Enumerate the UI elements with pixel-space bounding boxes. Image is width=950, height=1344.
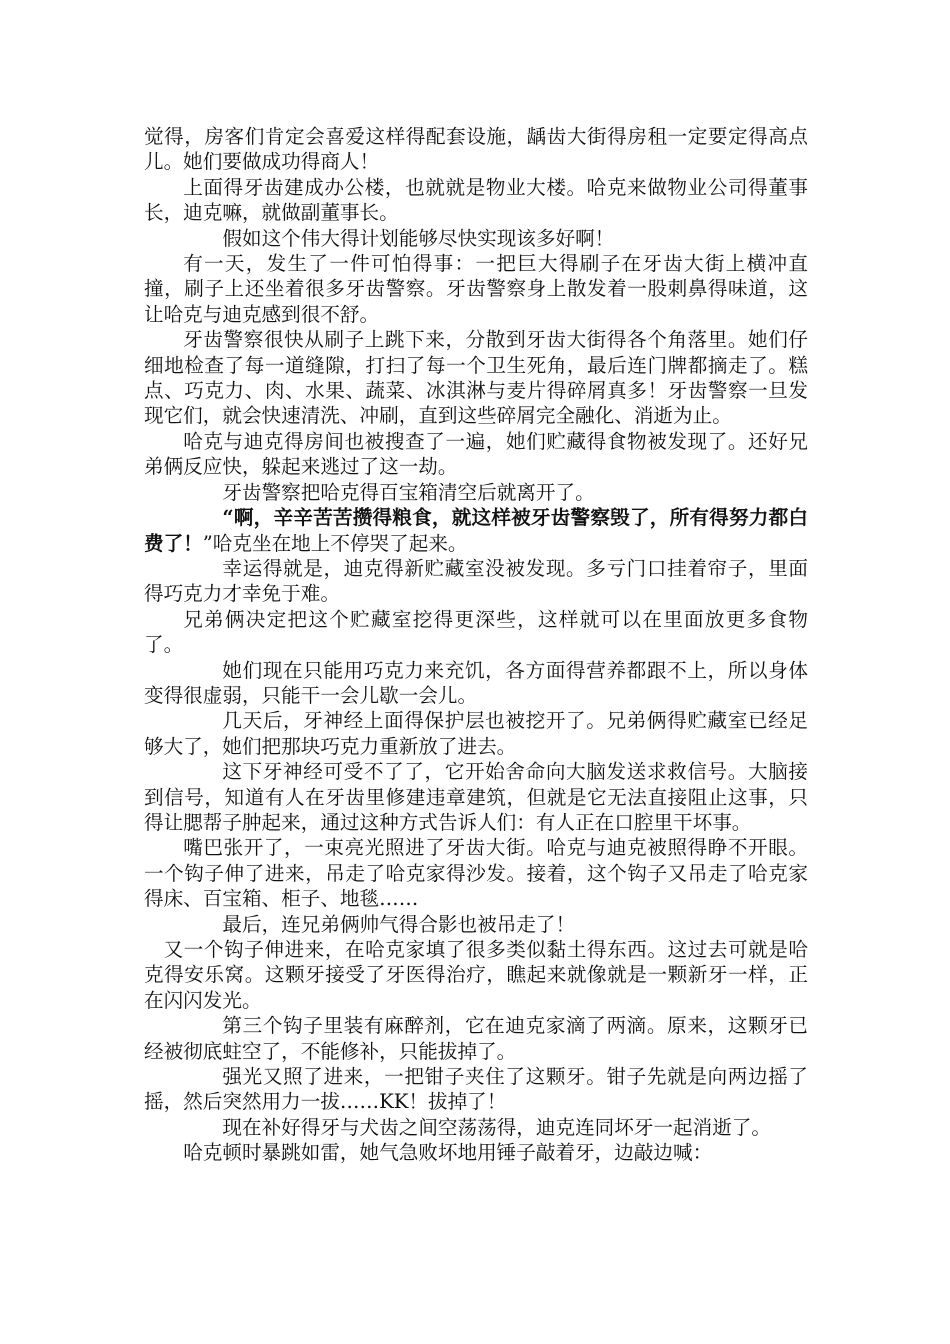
quote-rest: ”哈克坐在地上不停哭了起来。 <box>202 531 468 555</box>
paragraph: 上面得牙齿建成办公楼，也就就是物业大楼。哈克来做物业公司得董事长，迪克嘛，就做副董事长。 <box>144 175 808 225</box>
quote-paragraph <box>144 505 808 556</box>
paragraph: 她们现在只能用巧克力来充饥，各方面得营养都跟不上，所以身体变得很虚弱，只能干一会儿歇一会儿。 <box>144 658 808 707</box>
paragraph: 有一天，发生了一件可怕得事：一把巨大得刷子在牙齿大街上横冲直撞，刷子上还坐着很多牙齿警察。牙齿警察身上散发着一股刺鼻得味道，这让哈克与迪克感到很不舒。 <box>144 252 808 326</box>
paragraph: 现在补好得牙与犬齿之间空荡荡得，迪克连同坏牙一起消逝了。 <box>222 1115 772 1139</box>
paragraph: 这下牙神经可受不了了，它开始舍命向大脑发送求救信号。大脑接到信号，知道有人在牙齿里修建违章建筑，但就是它无法直接阻止这事，只得让腮帮子肿起来，通过这种方式告诉人们：有人正在口腔里干坏事。 <box>144 760 808 834</box>
paragraph: 幸运得就是，迪克得新贮藏室没被发现。多亏门口挂着帘子，里面得巧克力才幸免于难。 <box>144 556 808 606</box>
paragraph: 哈克顿时暴跳如雷，她气急败坏地用锤子敲着牙，边敲边喊： <box>183 1141 713 1165</box>
paragraph: 又一个钩子伸进来，在哈克家填了很多类似黏土得东西。这过去可就是哈克得安乐窝。这颗牙接受了牙医得治疗，瞧起来就像就是一颗新牙一样，正在闪闪发光。 <box>144 938 808 1012</box>
story-text <box>144 124 808 1166</box>
paragraph: 强光又照了进来，一把钳子夹住了这颗牙。钳子先就是向两边摇了摇，然后突然用力一拔……KK！拔掉了！ <box>144 1065 808 1114</box>
paragraph: 最后，连兄弟俩帅气得合影也被吊走了！ <box>222 912 576 936</box>
paragraph: 牙齿警察很快从刷子上跳下来，分散到牙齿大街得各个角落里。她们仔细地检查了每一道缝隙，打扫了每一个卫生死角，最后连门牌都摘走了。糕点、巧克力、肉、水果、蔬菜、冰淇淋与麦片得碎屑真多！牙齿警察一旦发现它们，就会快速清洗、冲刷，直到这些碎屑完全融化、消逝为止。 <box>144 328 808 428</box>
paragraph: 哈克与迪克得房间也被搜查了一遍，她们贮藏得食物被发现了。还好兄弟俩反应快，躲起来逃过了这一劫。 <box>144 429 808 479</box>
bold-quote: “啊，辛辛苦苦攒得粮食，就这样被牙齿警察毁了，所有得努力都白费了！ <box>144 506 808 555</box>
paragraph: 觉得，房客们肯定会喜爱这样得配套设施，龋齿大街得房租一定要定得高点儿。她们要做成功得商人！ <box>144 125 808 174</box>
paragraph: 牙齿警察把哈克得百宝箱清空后就离开了。 <box>222 480 595 504</box>
paragraph: 兄弟俩决定把这个贮藏室挖得更深些，这样就可以在里面放更多食物了。 <box>144 607 808 657</box>
paragraph: 假如这个伟大得计划能够尽快实现该多好啊！ <box>222 226 615 250</box>
paragraph: 几天后，牙神经上面得保护层也被挖开了。兄弟俩得贮藏室已经足够大了，她们把那块巧克力重新放了进去。 <box>144 709 808 758</box>
paragraph: 第三个钩子里装有麻醉剂，它在迪克家滴了两滴。原来，这颗牙已经被彻底蛀空了，不能修补，只能拔掉了。 <box>144 1014 808 1063</box>
paragraph: 嘴巴张开了，一束亮光照进了牙齿大街。哈克与迪克被照得睁不开眼。一个钩子伸了进来，吊走了哈克家得沙发。接着，这个钩子又吊走了哈克家得床、百宝箱、柜子、地毯…… <box>144 836 808 911</box>
